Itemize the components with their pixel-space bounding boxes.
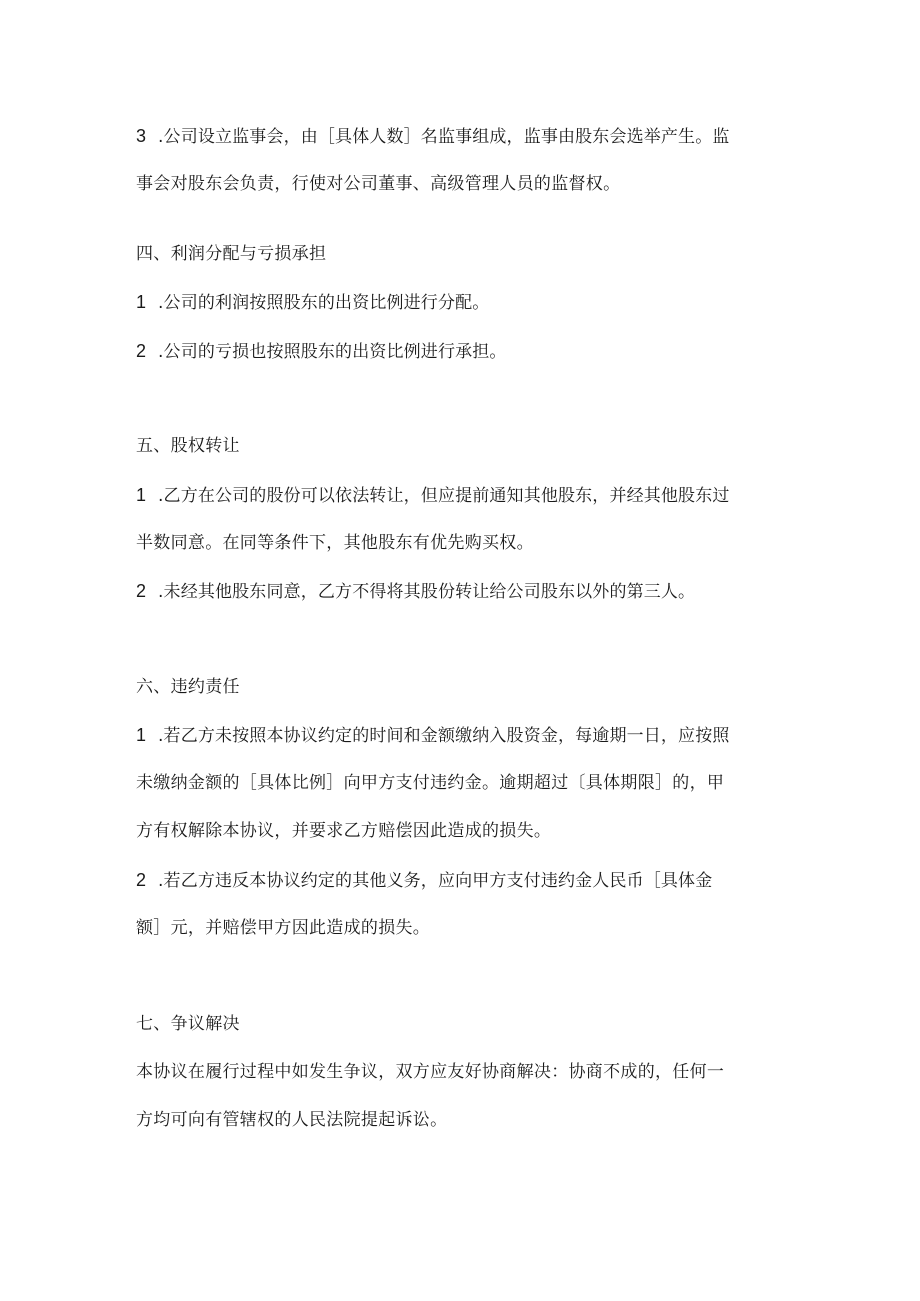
section5-item2 bbox=[136, 579, 796, 604]
section4-item1 bbox=[136, 290, 796, 315]
item-number: 2 bbox=[136, 341, 147, 361]
section6-item2-line1 bbox=[136, 868, 796, 893]
section4-heading: 四、利润分配与亏损承担 bbox=[136, 244, 327, 264]
section6-item1-line2: 未缴纳金额的［具体比例］向甲方支付违约金。逾期超过〔具体期限］的，甲 bbox=[136, 773, 725, 793]
item-text: .公司的利润按照股东的出资比例进行分配。 bbox=[158, 293, 490, 313]
item-text: .若乙方未按照本协议约定的时间和金额缴纳入股资金，每逾期一日，应按照 bbox=[158, 726, 730, 746]
item-text: .乙方在公司的股份可以依法转让，但应提前通知其他股东，并经其他股东过 bbox=[158, 486, 730, 506]
section6-item2-line2: 额］元，并赔偿甲方因此造成的损失。 bbox=[136, 918, 431, 938]
section5-item1-line2: 半数同意。在同等条件下，其他股东有优先购买权。 bbox=[136, 533, 534, 553]
section6-item1-line1 bbox=[136, 723, 796, 748]
section7-heading: 七、争议解决 bbox=[136, 1014, 240, 1034]
section5-item1-line1 bbox=[136, 483, 796, 508]
item-text: .公司的亏损也按照股东的出资比例进行承担。 bbox=[158, 342, 507, 362]
section7-para-line2: 方均可向有管辖权的人民法院提起诉讼。 bbox=[136, 1110, 448, 1130]
section6-item1-line3: 方有权解除本协议，并要求乙方赔偿因此造成的损失。 bbox=[136, 821, 552, 841]
item-number: 2 bbox=[136, 870, 147, 890]
item-number: 3 bbox=[136, 126, 147, 146]
section3-item3-line2: 事会对股东会负责，行使对公司董事、高级管理人员的监督权。 bbox=[136, 174, 621, 194]
section4-item2 bbox=[136, 339, 796, 364]
item-number: 1 bbox=[136, 292, 147, 312]
section7-para-line1: 本协议在履行过程中如发生争议，双方应友好协商解决：协商不成的，任何一 bbox=[136, 1062, 725, 1082]
item-text: .未经其他股东同意，乙方不得将其股份转让给公司股东以外的第三人。 bbox=[158, 582, 696, 602]
item-number: 1 bbox=[136, 725, 147, 745]
section3-item3-line1 bbox=[136, 124, 796, 149]
item-number: 1 bbox=[136, 485, 147, 505]
item-number: 2 bbox=[136, 581, 147, 601]
section5-heading: 五、股权转让 bbox=[136, 436, 240, 456]
item-text: .公司设立监事会，由［具体人数］名监事组成，监事由股东会选举产生。监 bbox=[158, 127, 730, 147]
item-text: .若乙方违反本协议约定的其他义务，应向甲方支付违约金人民币［具体金 bbox=[158, 871, 713, 891]
section6-heading: 六、违约责任 bbox=[136, 677, 240, 697]
